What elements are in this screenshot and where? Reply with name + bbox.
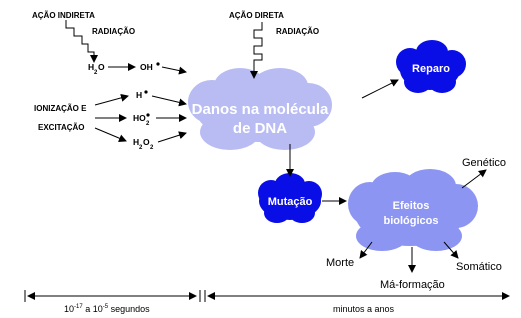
indirect-radiation-zigzag	[66, 20, 94, 58]
svg-text:2: 2	[150, 145, 154, 151]
svg-text:OH: OH	[140, 62, 153, 72]
h2o2-to-dna-arrow	[158, 133, 186, 142]
radiation-label-direct: RADIAÇÃO	[276, 27, 320, 36]
dna-to-repair-arrow	[362, 80, 398, 98]
biological-effects-cloud	[348, 169, 478, 251]
h-to-dna-arrow	[152, 96, 186, 104]
excitation-to-h2o2-arrow	[95, 128, 126, 141]
svg-text:H: H	[133, 137, 140, 147]
ionization-label: IONIZAÇÃO E	[34, 104, 87, 113]
svg-text:2: 2	[94, 70, 98, 76]
radiation-label-indirect: RADIAÇÃO	[92, 27, 136, 36]
biological-effects-label-line2: biológicos	[383, 215, 439, 227]
mutation-label: Mutação	[267, 196, 313, 208]
death-outcome-label: Morte	[326, 257, 355, 269]
water-molecule-label	[88, 62, 105, 76]
dna-damage-label-line1: Danos na molécula	[191, 101, 329, 118]
svg-text:O: O	[143, 137, 150, 147]
hydrogen-peroxide-label	[133, 137, 154, 151]
somatic-outcome-label: Somático	[456, 261, 502, 273]
mutation-cloud	[258, 173, 322, 223]
svg-text:HO: HO	[133, 113, 146, 123]
direct-action-label: AÇÃO DIRETA	[229, 11, 284, 20]
hydrogen-radical-label	[136, 90, 148, 100]
dna-damage-cloud	[188, 68, 332, 150]
timescale-left	[25, 290, 200, 314]
dna-damage-label-line2: de DNA	[232, 120, 288, 137]
excitation-label: EXCITAÇÃO	[38, 123, 85, 132]
hydroperoxyl-radical-label	[133, 113, 150, 127]
hydroxyl-radical-label	[140, 62, 160, 72]
ionization-to-h-arrow	[95, 96, 128, 105]
svg-text:2: 2	[139, 145, 143, 151]
timescale-right-label: minutos a anos	[333, 304, 395, 314]
biological-effects-label-line1: Efeitos	[392, 200, 430, 212]
repair-cloud	[396, 40, 466, 93]
svg-text:O: O	[98, 62, 105, 72]
malformation-outcome-label: Má-formação	[380, 279, 445, 291]
svg-text:H: H	[88, 62, 95, 72]
indirect-action-label: AÇÃO INDIRETA	[32, 11, 95, 20]
timescale-left-label: $10^{-17}$ $_{a 10}^{-5}$ $_{segundos}$	[64, 304, 150, 314]
direct-radiation-zigzag	[254, 22, 262, 70]
svg-text:2: 2	[146, 121, 150, 127]
timescale-right	[205, 290, 509, 314]
repair-label: Reparo	[412, 63, 450, 75]
oh-to-dna-arrow	[162, 67, 186, 72]
effects-to-genetic-arrow	[462, 170, 486, 188]
genetic-outcome-label: Genético	[462, 157, 507, 169]
svg-text:H: H	[136, 90, 143, 100]
